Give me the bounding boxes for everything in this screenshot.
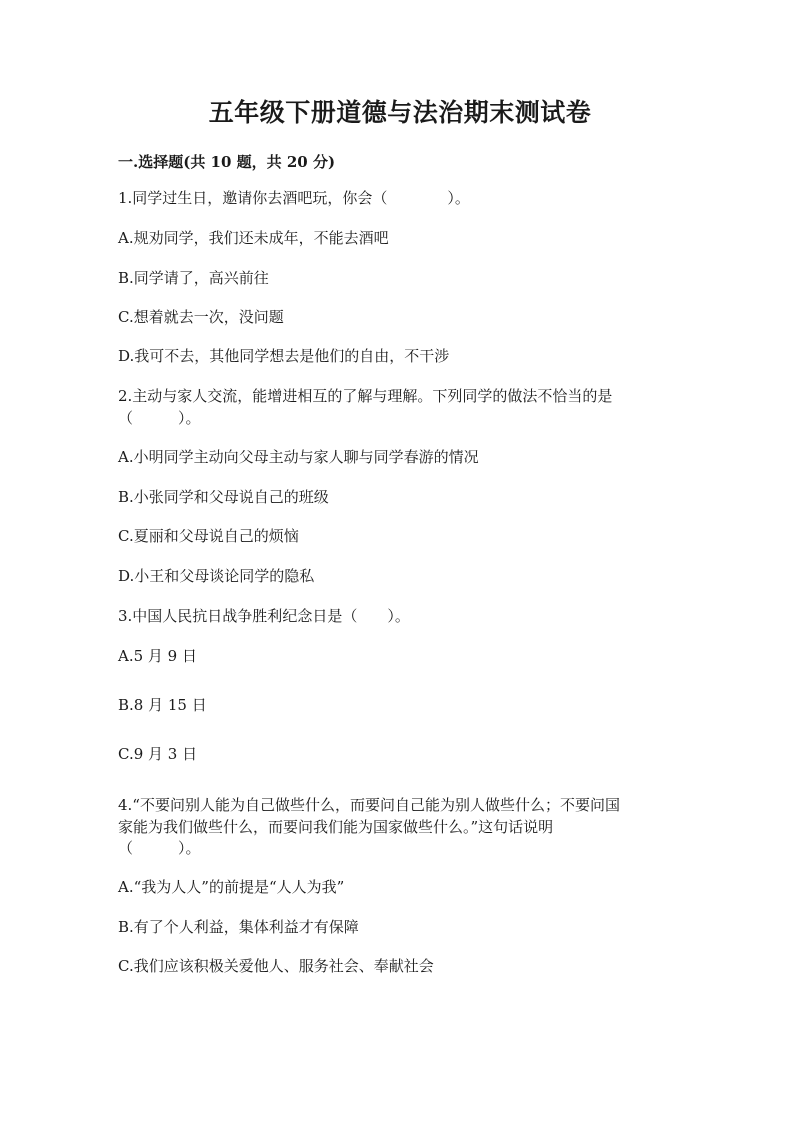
question-2-stem-line-1: 2.主动与家人交流，能增进相互的了解与理解。下列同学的做法不恰当的是	[118, 387, 613, 405]
question-2-option-b: B.小张同学和父母说自己的班级	[118, 488, 329, 506]
question-4-stem-line-3: （ ）。	[118, 839, 201, 857]
question-3-option-b: B.8 月 15 日	[118, 696, 207, 714]
question-4-option-b: B.有了个人利益，集体利益才有保障	[118, 918, 359, 936]
question-1-option-b: B.同学请了，高兴前往	[118, 269, 269, 287]
question-4-option-a: A.“我为人人”的前提是“人人为我”	[118, 878, 345, 896]
question-4-option-c: C.我们应该积极关爱他人、服务社会、奉献社会	[118, 957, 434, 975]
question-1-stem-line-1: 1.同学过生日，邀请你去酒吧玩，你会（ ）。	[118, 189, 470, 207]
question-4-stem-line-1: 4.“不要问别人能为自己做些什么，而要问自己能为别人做些什么；不要问国	[118, 796, 620, 814]
question-2-option-d: D.小王和父母谈论同学的隐私	[118, 567, 315, 585]
question-1-option-d: D.我可不去，其他同学想去是他们的自由，不干涉	[118, 347, 450, 365]
question-3-option-a: A.5 月 9 日	[118, 647, 197, 665]
question-2-option-c: C.夏丽和父母说自己的烦恼	[118, 527, 299, 545]
section-heading: 一.选择题(共 10 题，共 20 分)	[118, 153, 336, 171]
question-4-stem-line-2: 家能为我们做些什么，而要问我们能为国家做些什么。”这句话说明	[118, 818, 554, 836]
page-title: 五年级下册道德与法治期末测试卷	[208, 98, 592, 127]
question-3-stem-line-1: 3.中国人民抗日战争胜利纪念日是（ ）。	[118, 607, 410, 625]
question-2-stem-line-2: （ ）。	[118, 409, 201, 427]
question-1-option-c: C.想着就去一次，没问题	[118, 308, 284, 326]
question-2-option-a: A.小明同学主动向父母主动与家人聊与同学春游的情况	[118, 448, 479, 466]
question-1-option-a: A.规劝同学，我们还未成年，不能去酒吧	[118, 229, 389, 247]
question-3-option-c: C.9 月 3 日	[118, 745, 198, 763]
